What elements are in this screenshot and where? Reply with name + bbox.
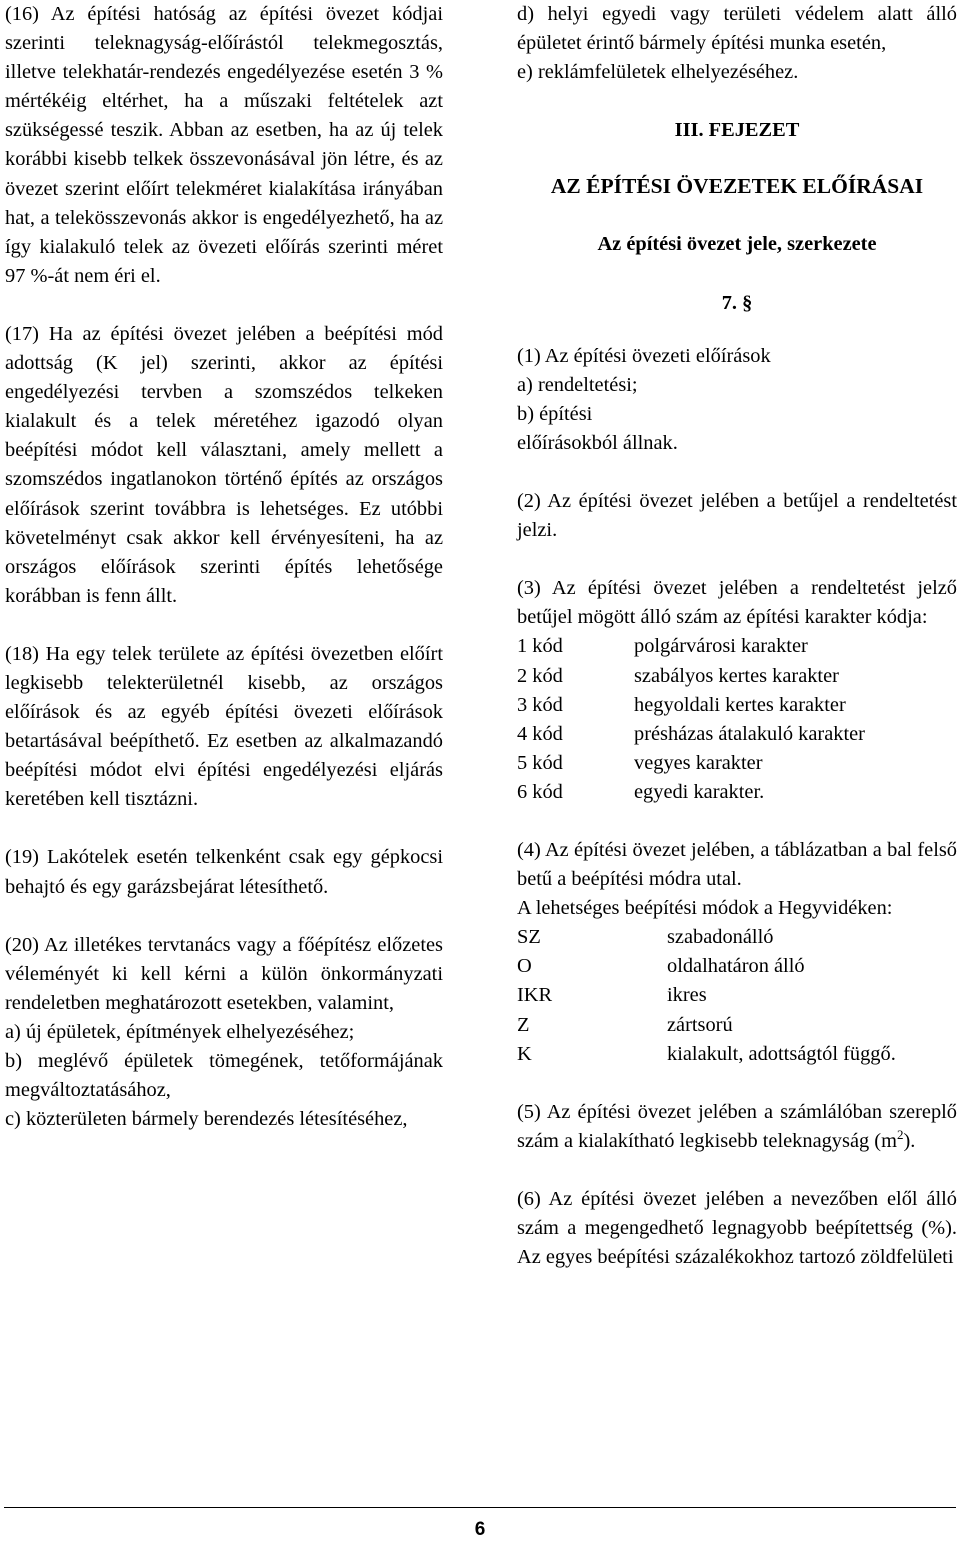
list-item — [517, 923, 957, 952]
paragraph-18: (18) Ha egy telek területe az építési övezetben előírt legkisebb telekterületnél kisebb, az országos előírások és az egyéb építési övezeti előírások betartásával beépíthető. Ez esetben az alkalmazandó beépítési módot elvi építési engedélyezési eljárás keretében kell tisztázni. — [5, 642, 443, 811]
section-title: Az építési övezet jele, szerkezete — [597, 233, 877, 256]
mode-description: ikres — [667, 984, 707, 1007]
code-description: egyedi karakter. — [634, 780, 765, 803]
section-1-a: a) rendeltetési; — [517, 373, 638, 396]
mode-description: oldalhatáron álló — [667, 955, 805, 978]
code-description: szabályos kertes karakter — [634, 664, 839, 687]
right-column — [517, 0, 957, 1272]
mode-description: zártsorú — [667, 1013, 733, 1036]
list-item — [517, 720, 957, 749]
section-4: (4) Az építési övezet jelében, a táblázatban a bal felső betű a beépítési módra utal. — [517, 838, 957, 891]
section-2: (2) Az építési övezet jelében a betűjel a rendeltetést jelzi. — [517, 490, 957, 542]
paragraph-20-c: c) közterületen bármely berendezés létesítéséhez, — [5, 1108, 408, 1131]
list-item — [517, 981, 957, 1010]
paragraph-20-b: b) meglévő épületek tömegének, tetőformájának megváltoztatásához, — [5, 1050, 443, 1102]
footer-divider — [4, 1507, 956, 1508]
code-label: 2 kód — [517, 664, 563, 687]
paragraph-17: (17) Ha az építési övezet jelében a beépítési mód adottság (K jel) szerinti, akkor az építési engedélyezési tervben a szomszédos telkeken kialakult és a telek méretéhez igazodó olyan beépítési módot kell választani, amely mellett a szomszédos ingatlanokon történő építés az országos előírások szerint továbbra is lehetséges. Ez utóbbi követelményt csak akkor kell érvényesíteni, ha az országos előírások szerinti építés lehetősége korábban is fenn állt. — [5, 322, 443, 607]
list-item — [517, 952, 957, 981]
code-description: polgárvárosi karakter — [634, 635, 808, 658]
mode-code: IKR — [517, 984, 553, 1007]
section-6: (6) Az építési övezet jelében a nevezőben elől álló szám a megengedhető legnagyobb beépítettség (%). Az egyes beépítési százalékokhoz tartozó zöldfelületi — [517, 1187, 957, 1269]
code-description: présházas átalakuló karakter — [634, 722, 865, 745]
chapter-heading: III. FEJEZET — [674, 119, 800, 142]
character-code-list — [517, 632, 957, 807]
mode-code: SZ — [517, 926, 541, 949]
list-item — [517, 1040, 957, 1069]
code-label: 4 kód — [517, 722, 563, 745]
superscript-2: 2 — [896, 1127, 904, 1143]
list-item — [517, 662, 957, 691]
code-label: 1 kód — [517, 635, 563, 658]
section-1-intro: (1) Az építési övezeti előírások — [517, 344, 771, 367]
code-label: 6 kód — [517, 780, 563, 803]
code-label: 5 kód — [517, 751, 563, 774]
code-label: 3 kód — [517, 693, 563, 716]
section-5-end: ). — [903, 1129, 916, 1152]
page-number: 6 — [474, 1519, 486, 1540]
mode-code: O — [517, 955, 532, 978]
section-3: (3) Az építési övezet jelében a rendeltetést jelző betűjel mögött álló szám az építési karakter kódja: — [517, 577, 957, 629]
mode-description: kialakult, adottságtól függő. — [667, 1042, 896, 1065]
code-description: hegyoldali kertes karakter — [634, 693, 846, 716]
paragraph-20-d: d) helyi egyedi vagy területi védelem alatt álló épületet érintő bármely építési munka esetén, — [517, 3, 957, 55]
section-5 — [517, 1098, 957, 1156]
list-item — [517, 749, 957, 778]
list-item — [517, 632, 957, 661]
mode-description: szabadonálló — [667, 926, 774, 949]
code-description: vegyes karakter — [634, 751, 763, 774]
paragraph-20-e: e) reklámfelületek elhelyezéséhez. — [517, 61, 799, 84]
section-5-text: (5) Az építési övezet jelében a számlálóban szereplő szám a kialakítható legkisebb teleknagyság (m — [517, 1100, 957, 1152]
list-item — [517, 691, 957, 720]
paragraph-19: (19) Lakótelek esetén telkenként csak egy gépkocsi behajtó és egy garázsbejárat létesíthető. — [5, 846, 443, 898]
left-column — [5, 0, 443, 1134]
list-item — [517, 1011, 957, 1040]
mode-code: Z — [517, 1013, 530, 1036]
paragraph-16: (16) Az építési hatóság az építési övezet kódjai szerinti teleknagyság-előírástól telekmegosztás, illetve telekhatár-rendezés engedélyezése esetén 3 % mértékéig eltérhet, ha a műszaki feltételek azt szükségessé teszik. Abban az esetben, ha az új telek korábbi kisebb telkek összevonásával jön létre, és az övezet szerint előírt telekméret kialakítása irányában hat, a telekösszevonás akkor is engedélyezhető, ha az így kialakuló telek az övezeti előírás szerinti méret 97 %-át nem éri el. — [5, 3, 443, 287]
mode-code: K — [517, 1042, 532, 1065]
section-1-b: b) építési — [517, 402, 593, 425]
list-item — [517, 778, 957, 807]
building-mode-list — [517, 923, 957, 1068]
section-4-modes-intro: A lehetséges beépítési módok a Hegyvidéken: — [517, 897, 893, 920]
paragraph-number: 7. § — [721, 291, 753, 314]
paragraph-20-a: a) új épületek, építmények elhelyezéséhez; — [5, 1020, 355, 1043]
chapter-title: AZ ÉPÍTÉSI ÖVEZETEK ELŐÍRÁSAI — [550, 174, 924, 199]
paragraph-20: (20) Az illetékes tervtanács vagy a főépítész előzetes véleményét ki kell kérni a külön önkormányzati rendeletben meghatározott esetekben, valamint, — [5, 933, 443, 1014]
section-1-end: előírásokból állnak. — [517, 431, 678, 454]
